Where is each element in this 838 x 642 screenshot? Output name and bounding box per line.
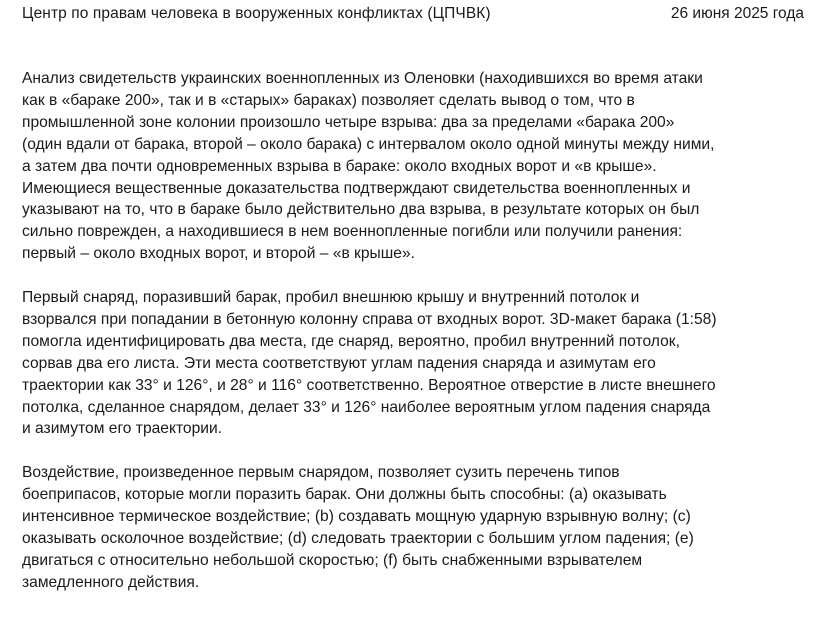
text-line: промышленной зоне колонии произошло четыре взрыва: два за пределами «барака 200»: [22, 113, 675, 131]
text-line: интенсивное термическое воздействие; (b) создавать мощную ударную взрывную волну; (c): [22, 508, 691, 526]
text-line: помогла идентифицировать два места, где снаряд, вероятно, пробил внутренний потолок,: [22, 332, 680, 350]
text-line: Анализ свидетельств украинских военнопленных из Оленовки (находившихся во время атаки: [22, 70, 703, 87]
paragraph-2: [22, 287, 822, 440]
text-line: боеприпасов, которые могли поразить барак. Они должны быть способны: (a) оказывать: [22, 486, 667, 504]
paragraph-1: [22, 68, 822, 265]
text-line: оказывать осколочное воздействие; (d) следовать траектории с большим углом падения; (e): [22, 530, 694, 547]
text-line: указывают на то, что в бараке было действительно два взрыва, в результате которых он был: [22, 201, 700, 219]
document-date: 26 июня 2025 года: [670, 5, 804, 22]
text-line: Имеющиеся вещественные доказательства подтверждают свидетельства военнопленных и: [22, 179, 691, 197]
text-line: и азимутом его траектории.: [22, 420, 223, 438]
text-line: Воздействие, произведенное первым снарядом, позволяет сузить перечень типов: [22, 464, 620, 482]
paragraph-3: [22, 462, 822, 593]
text-line: взорвался при попадании в бетонную колонну справа от входных ворот. 3D-макет барака (1:58): [22, 310, 717, 328]
text-line: сильно поврежден, а находившиеся в нем военнопленные погибли или получили ранения:: [22, 223, 683, 241]
text-line: двигаться с относительно небольшой скоростью; (f) быть снабженными взрывателем: [22, 551, 643, 569]
text-line: как в «бараке 200», так и в «старых» бараках) позволяет сделать вывод о том, что в: [22, 91, 635, 109]
text-line: а затем два почти одновременных взрыва в бараке: около входных ворот и «в крыше».: [22, 157, 657, 175]
text-line: (один вдали от барака, второй – около барака) с интервалом около одной минуты между ними,: [22, 135, 715, 153]
document-header: [22, 3, 816, 25]
text-line: потолка, сделанное снарядом, делает 33° и 126° наиболее вероятным углом падения снаряда: [22, 398, 711, 416]
text-line: траектории как 33° и 126°, и 28° и 116° соответственно. Вероятное отверстие в листе внешнего: [22, 376, 716, 394]
organization-name: Центр по правам человека в вооруженных конфликтах (ЦПЧВК): [22, 5, 491, 22]
text-line: первый – около входных ворот, и второй – «в крыше».: [22, 245, 415, 263]
document-body: [22, 68, 822, 594]
text-line: замедленного действия.: [22, 573, 200, 591]
text-line: сорвав два его листа. Эти места соответствуют углам падения снаряда и азимутам его: [22, 354, 656, 372]
text-line: Первый снаряд, поразивший барак, пробил внешнюю крышу и внутренний потолок и: [22, 289, 640, 307]
